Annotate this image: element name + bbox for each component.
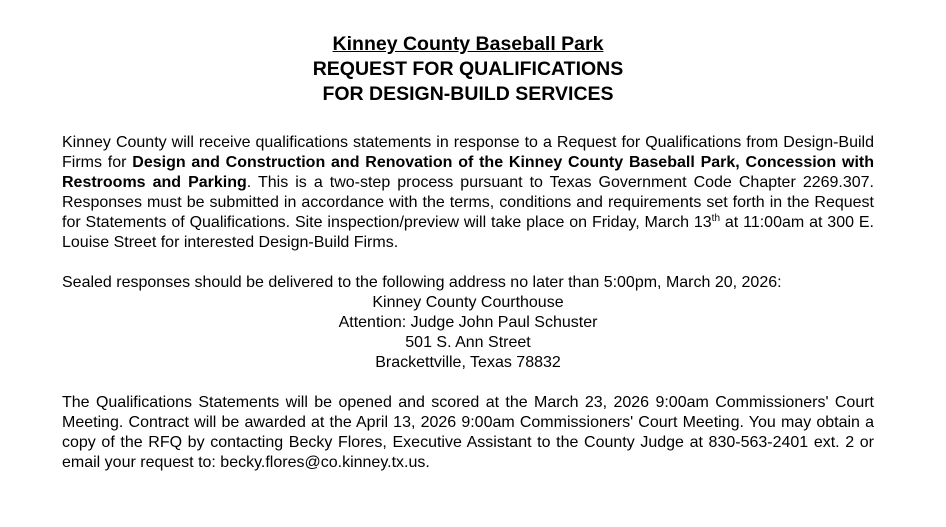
intro-paragraph [62, 133, 874, 253]
date-ordinal-suffix: th [711, 213, 721, 224]
project-description: Design and Construction and Renovation of the Kinney County Baseball Park, Concession with Restrooms and Parking [62, 154, 874, 191]
title-block [0, 32, 936, 107]
delivery-address [0, 293, 936, 373]
address-city: Brackettville, Texas 78832 [375, 354, 561, 371]
address-attention: Attention: Judge John Paul Schuster [338, 314, 598, 331]
services-heading: FOR DESIGN-BUILD SERVICES [322, 83, 614, 105]
intro-text-start: Kinney County will receive qualifications statements in response to a Request for Qualifications from Design-Build Firms for [62, 134, 874, 171]
intro-text-middle: . This is a two-step process pursuant to Texas Government Code Chapter 2269.307. Responses must be submitted in accordance with the terms, conditions and requirements set forth in the Request for Statements of Qualifications. Site inspection/preview will take place on Friday, March 13 [62, 174, 874, 231]
project-title: Kinney County Baseball Park [332, 33, 604, 55]
schedule-paragraph: The Qualifications Statements will be opened and scored at the March 23, 2026 9:00am Commissioners' Court Meeting. Contract will be awarded at the April 13, 2026 9:00am Commissioners' Court Meeting. You may obtain a copy of the RFQ by contacting Becky Flores, Executive Assistant to the County Judge at 830-563-2401 ext. 2 or email your request to: becky.flores@co.kinney.tx.us. [62, 394, 874, 471]
intro-text-end: at 11:00am at 300 E. Louise Street for interested Design-Build Firms. [62, 214, 874, 251]
address-street: 501 S. Ann Street [405, 334, 531, 351]
address-building: Kinney County Courthouse [372, 294, 564, 311]
rfq-heading: REQUEST FOR QUALIFICATIONS [312, 58, 624, 80]
delivery-paragraph: Sealed responses should be delivered to the following address no later than 5:00pm, March 20, 2026: [62, 274, 782, 291]
